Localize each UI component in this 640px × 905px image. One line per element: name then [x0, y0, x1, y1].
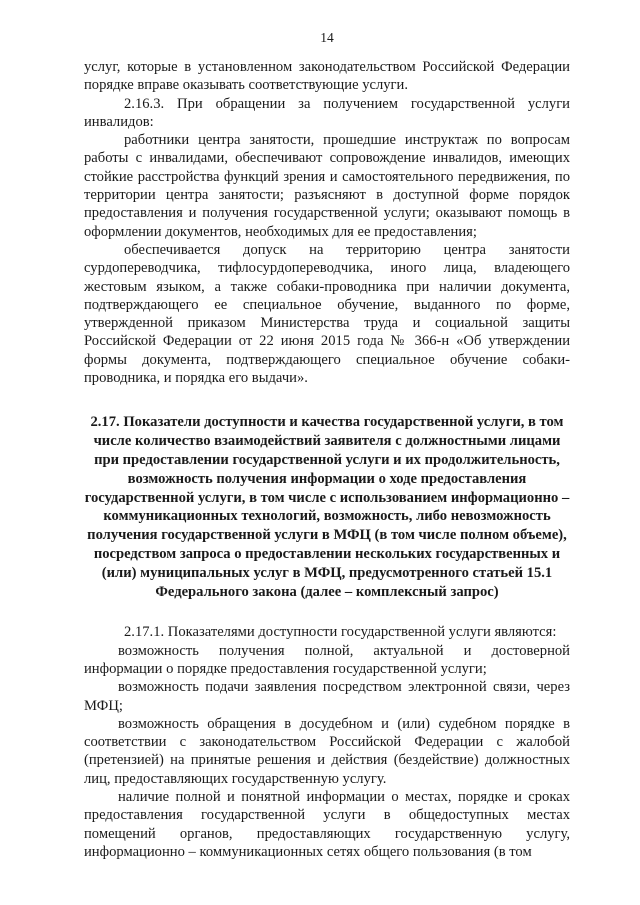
section-heading-2-17: 2.17. Показатели доступности и качества государственной услуги, в том числе количество взаимодействий заявителя с должностными лицами при предоставлении государственной услуги и их продолжительность, возможность получения информации о ходе предоставления государственной услуги, в том числе с использованием информационно – коммуникационных технологий, возможность, либо невозможность получения государственной услуги в МФЦ (в том числе полном объеме), посредством запроса о предоставлении нескольких государственных и (или) муниципальных услуг в МФЦ, предусмотренного статьей 15.1 Федерального закона (далее – комплексный запрос) [84, 414, 570, 600]
paragraph-appeal: возможность обращения в досудебном и (или) судебном порядке в соответствии с законодательством Российской Федерации с жалобой (претензией) на принятые решения и действия (бездействие) должностных лиц, предоставляющих государственную услугу. [84, 715, 570, 787]
paragraph-2-16-3: 2.16.3. При обращении за получением государственной услуги инвалидов: [84, 95, 570, 130]
paragraph-info-places: наличие полной и понятной информации о местах, порядке и сроках предоставления государственной услуги в общедоступных местах помещений органов, предоставляющих государственную услугу, информационно – коммуникационных сетях общего пользования (в том [84, 788, 570, 860]
paragraph-continuation: услуг, которые в установленном законодательством Российской Федерации порядке вправе оказывать соответствующие услуги. [84, 59, 570, 94]
page-number: 14 [320, 30, 334, 45]
paragraph-info-availability: возможность получения полной, актуальной и достоверной информации о порядке предоставления государственной услуги; [84, 642, 570, 677]
paragraph-electronic-submission: возможность подачи заявления посредством электронной связи, через МФЦ; [84, 679, 570, 714]
paragraph-escort: работники центра занятости, прошедшие инструктаж по вопросам работы с инвалидами, обеспечивают сопровождение инвалидов, имеющих стойкие расстройства функций зрения и самостоятельного передвижения, по территории центра занятости; разъясняют в доступной форме порядок предоставления и получения государственной услуги; оказывают помощь в оформлении документов, необходимых для ее предоставления; [84, 132, 570, 240]
subsection-heading-2-17-1: 2.17.1. Показателями доступности государственной услуги являются: [124, 624, 557, 641]
paragraph-admission: обеспечивается допуск на территорию центра занятости сурдопереводчика, тифлосурдопереводчика, иного лица, владеющего жестовым языком, а также собаки-проводника при наличии документа, подтверждающего ее специальное обучение, выданного по форме, утвержденной приказом Министерства труда и социальной защиты Российской Федерации от 22 июня 2015 года № 366-н «Об утверждении формы документа, подтверждающего специальное обучение собаки-проводника, и порядка его выдачи». [84, 241, 570, 387]
